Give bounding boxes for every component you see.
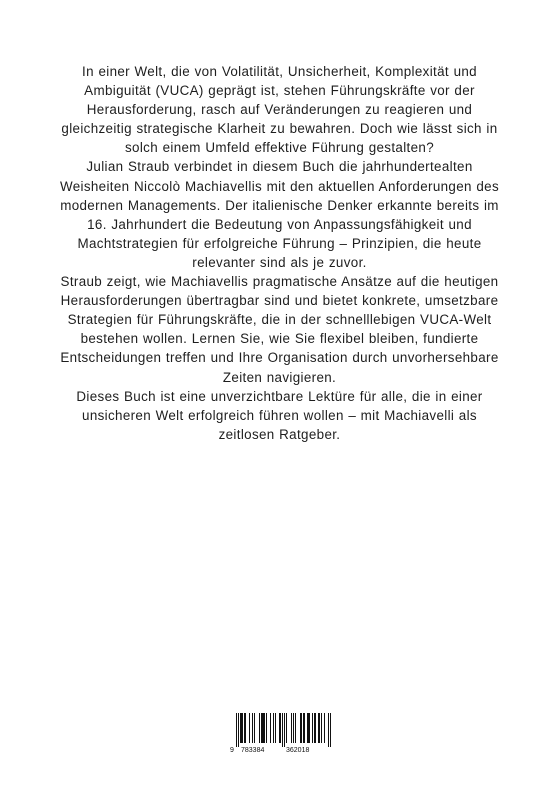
barcode-bar (319, 713, 320, 743)
barcode-bar (303, 713, 304, 743)
barcode-bar (264, 713, 265, 743)
barcode-digits (228, 747, 332, 757)
barcode-first-digit: 9 (230, 747, 234, 754)
barcode-bar (261, 713, 262, 743)
barcode-guard-bar (284, 713, 285, 747)
barcode-right-digits: 362018 (286, 747, 310, 754)
barcode-bar (318, 713, 319, 743)
barcode-bar (307, 713, 308, 743)
barcode-bar (275, 713, 276, 743)
back-cover-blurb (58, 62, 501, 444)
barcode-bar (301, 713, 302, 743)
barcode-bar (266, 713, 267, 743)
barcode-bar (244, 713, 245, 743)
barcode-bar (280, 713, 281, 743)
barcode-bar (293, 713, 294, 743)
barcode-bars-graphic (228, 713, 332, 747)
barcode-bar (300, 713, 301, 743)
barcode-bar (241, 713, 242, 743)
barcode-bar (273, 713, 274, 743)
barcode-bar (270, 713, 271, 743)
barcode-bar (279, 713, 280, 743)
barcode-guard-bar (236, 713, 237, 747)
barcode-bar (240, 713, 241, 743)
barcode-bar (254, 713, 255, 743)
barcode-bar (314, 713, 315, 743)
barcode-left-digits: 783384 (241, 747, 265, 754)
barcode-guard-bar (238, 713, 239, 747)
blurb-paragraph-intro: In einer Welt, die von Volatilität, Unsicherheit, Komplexität und Ambiguität (VUCA) geprägt ist, stehen Führungskräfte vor der Herausforderung, rasch auf Veränderungen zu reagieren und gleichzeitig strategische Klarheit zu bewahren. Doch wie lässt sich in solch einem Umfeld effektive Führung gestalten? (61, 64, 498, 156)
barcode-bar (295, 713, 296, 743)
barcode-bar (291, 713, 292, 743)
barcode-bar (249, 713, 250, 743)
barcode-bar (286, 713, 287, 743)
barcode-bar (324, 713, 325, 743)
blurb-paragraph-conclusion: Dieses Buch ist eine unverzichtbare Lektüre für alle, die in einer unsicheren Welt erfolgreich führen wollen – mit Machiavelli als zeitlosen Ratgeber. (76, 388, 483, 442)
blurb-paragraph-approach: Straub zeigt, wie Machiavellis pragmatische Ansätze auf die heutigen Herausforderungen übertragbar sind und bietet konkrete, umsetzbare Strategien für Führungskräfte, die in der schnelllebigen VUCA-Welt bestehen wollen. Lernen Sie, wie Sie flexibel bleiben, fundierte Entscheidungen treffen und Ihre Organisation durch unvorhersehbare Zeiten navigieren. (60, 274, 499, 385)
barcode-bar (242, 713, 243, 743)
barcode-bar (263, 713, 264, 743)
barcode-bar (252, 713, 253, 743)
barcode-guard-bar (330, 713, 331, 747)
blurb-paragraph-author: Julian Straub verbindet in diesem Buch die jahrhundertealten Weisheiten Niccolò Machiavellis mit den aktuellen Anforderungen des modernen Managements. Der italienische Denker erkannte bereits im 16. Jahrhundert die Bedeutung von Anpassungsfähigkeit und Machtstrategien für erfolgreiche Führung – Prinzipien, die heute relevanter sind als je zuvor. (59, 159, 500, 270)
barcode-guard-bar (328, 713, 329, 747)
barcode-bar (262, 713, 263, 743)
barcode-bar (312, 713, 313, 743)
barcode-guard-bar (282, 713, 283, 747)
isbn-barcode (228, 713, 332, 759)
barcode-bar (321, 713, 322, 743)
barcode-bar (259, 713, 260, 743)
barcode-bar (309, 713, 310, 743)
barcode-bar (308, 713, 309, 743)
barcode-bar (245, 713, 246, 743)
barcode-bar (315, 713, 316, 743)
barcode-bar (304, 713, 305, 743)
